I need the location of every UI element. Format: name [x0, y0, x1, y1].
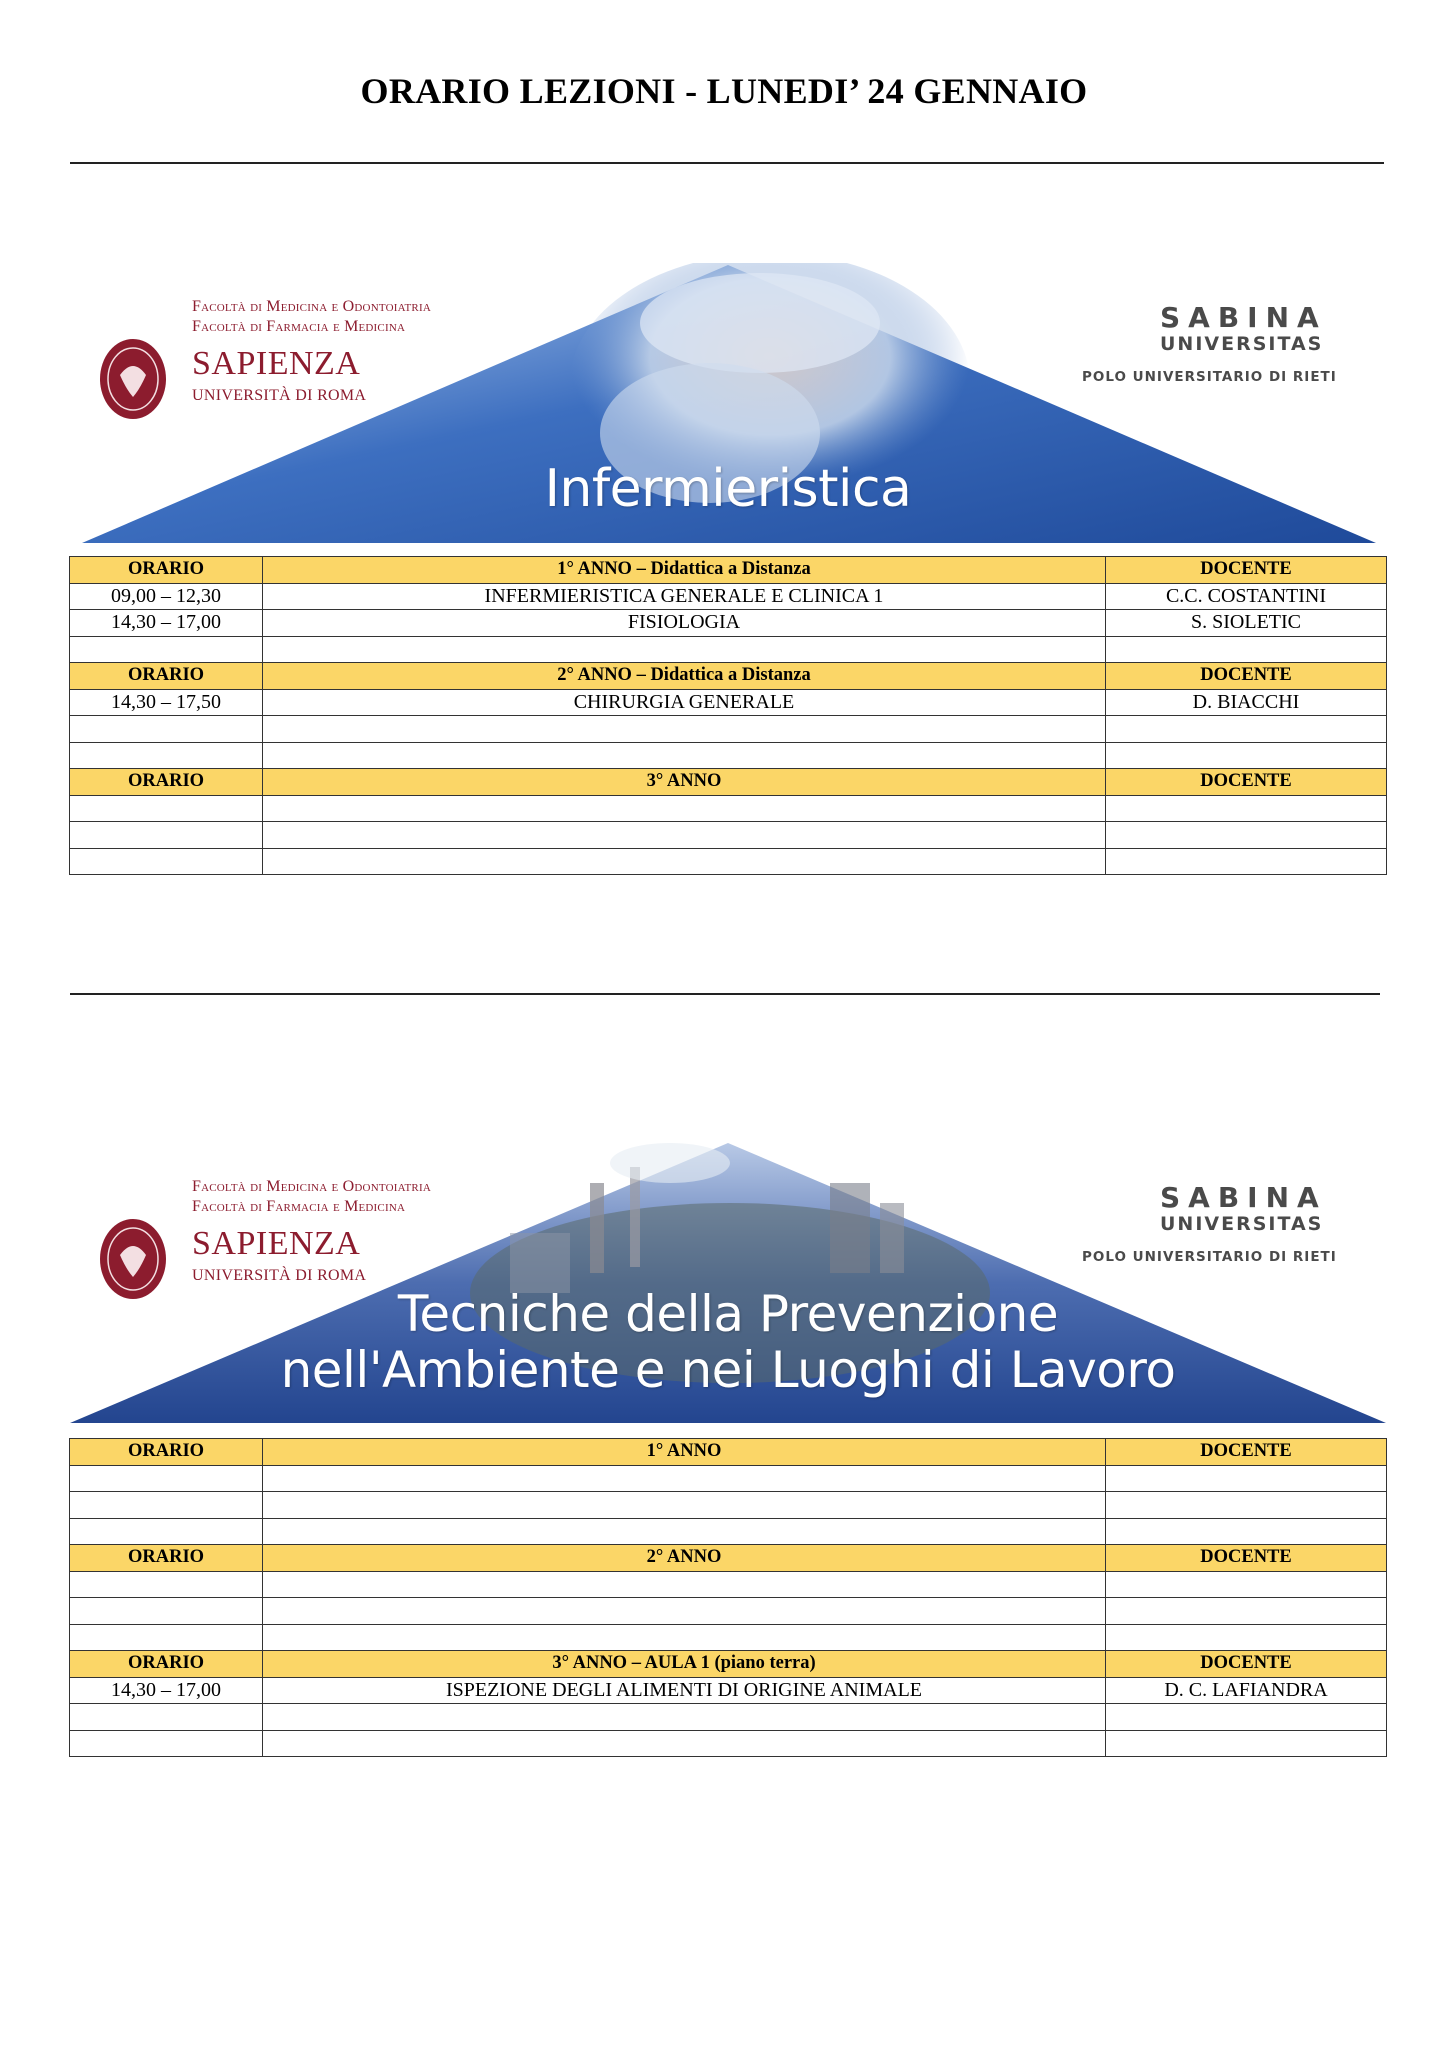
faculty-line-1: Facoltà di Medicina e Odontoiatria: [192, 1178, 431, 1195]
row-time: [70, 822, 263, 849]
schedule-table-infermieristica: [69, 556, 1387, 875]
sabina-wordmark: SABINA: [1160, 301, 1327, 334]
row-time: [70, 1704, 263, 1731]
table-row: [70, 1518, 1387, 1545]
table-row: [70, 1677, 1387, 1704]
row-teacher: [1106, 1624, 1387, 1651]
row-time: [70, 1465, 263, 1492]
row-course: [263, 1571, 1106, 1598]
row-time: [70, 742, 263, 769]
sapienza-subtitle: UNIVERSITÀ DI ROMA: [192, 1267, 367, 1284]
banner-title-line-1: Tecniche della Prevenzione: [397, 1285, 1059, 1343]
header-time: ORARIO: [70, 663, 263, 690]
polo-subtitle: POLO UNIVERSITARIO DI RIETI: [1082, 369, 1337, 385]
row-teacher: D. C. LAFIANDRA: [1106, 1677, 1387, 1704]
row-teacher: [1106, 822, 1387, 849]
table-row: [70, 1704, 1387, 1731]
row-course: [263, 1518, 1106, 1545]
row-teacher: [1106, 1518, 1387, 1545]
sapienza-seal-icon: [100, 339, 166, 419]
row-teacher: C.C. COSTANTINI: [1106, 583, 1387, 610]
table-row: [70, 1571, 1387, 1598]
table-row: [70, 636, 1387, 663]
row-teacher: [1106, 716, 1387, 743]
faculty-line-2: Facoltà di Farmacia e Medicina: [192, 1198, 406, 1215]
header-course: 3° ANNO: [263, 769, 1106, 796]
row-time: 14,30 – 17,00: [70, 1677, 263, 1704]
header-course: 1° ANNO: [263, 1439, 1106, 1466]
row-course: [263, 795, 1106, 822]
table-row: [70, 1730, 1387, 1757]
table-row: [70, 795, 1387, 822]
row-teacher: [1106, 795, 1387, 822]
row-teacher: [1106, 1730, 1387, 1757]
sabina-logo: [1068, 1177, 1368, 1287]
row-course: CHIRURGIA GENERALE: [263, 689, 1106, 716]
row-course: [263, 636, 1106, 663]
universitas-wordmark: UNIVERSITAS: [1160, 333, 1324, 355]
row-course: INFERMIERISTICA GENERALE E CLINICA 1: [263, 583, 1106, 610]
top-divider: [70, 162, 1384, 164]
table-row: [70, 1624, 1387, 1651]
table-header-row: [70, 769, 1387, 796]
table-header-row: [70, 1439, 1387, 1466]
table-row: [70, 848, 1387, 875]
row-time: [70, 1518, 263, 1545]
sapienza-wordmark: SAPIENZA: [192, 345, 361, 382]
row-time: [70, 636, 263, 663]
row-time: [70, 1598, 263, 1625]
header-course: 3° ANNO – AULA 1 (piano terra): [263, 1651, 1106, 1678]
row-course: [263, 1598, 1106, 1625]
table-row: [70, 716, 1387, 743]
banner-infermieristica: [70, 263, 1386, 543]
row-course: [263, 1465, 1106, 1492]
row-course: [263, 1492, 1106, 1519]
row-time: 09,00 – 12,30: [70, 583, 263, 610]
header-teacher: DOCENTE: [1106, 557, 1387, 584]
banner-title-line-2: nell'Ambiente e nei Luoghi di Lavoro: [280, 1341, 1176, 1399]
schedule-table-tecniche-prevenzione: [69, 1438, 1387, 1757]
row-teacher: [1106, 1571, 1387, 1598]
header-course: 2° ANNO – Didattica a Distanza: [263, 663, 1106, 690]
header-time: ORARIO: [70, 557, 263, 584]
page-title: ORARIO LEZIONI - LUNEDI’ 24 GENNAIO: [360, 71, 1088, 111]
row-teacher: S. SIOLETIC: [1106, 610, 1387, 637]
table-header-row: [70, 557, 1387, 584]
header-teacher: DOCENTE: [1106, 1651, 1387, 1678]
row-teacher: [1106, 1492, 1387, 1519]
row-course: [263, 1704, 1106, 1731]
row-time: [70, 1571, 263, 1598]
header-time: ORARIO: [70, 769, 263, 796]
row-course: [263, 716, 1106, 743]
row-course: ISPEZIONE DEGLI ALIMENTI DI ORIGINE ANIMALE: [263, 1677, 1106, 1704]
table-row: [70, 689, 1387, 716]
faculty-line-2: Facoltà di Farmacia e Medicina: [192, 318, 406, 335]
row-course: [263, 848, 1106, 875]
header-course: 2° ANNO: [263, 1545, 1106, 1572]
row-course: [263, 1730, 1106, 1757]
header-teacher: DOCENTE: [1106, 1439, 1387, 1466]
table-row: [70, 1598, 1387, 1625]
row-teacher: [1106, 1465, 1387, 1492]
row-teacher: [1106, 848, 1387, 875]
table-header-row: [70, 1651, 1387, 1678]
sabina-wordmark: SABINA: [1160, 1181, 1327, 1214]
table-row: [70, 610, 1387, 637]
row-time: [70, 848, 263, 875]
table-row: [70, 822, 1387, 849]
row-time: [70, 716, 263, 743]
row-teacher: [1106, 742, 1387, 769]
row-time: 14,30 – 17,00: [70, 610, 263, 637]
row-course: [263, 822, 1106, 849]
row-time: [70, 1492, 263, 1519]
banner-title: Infermieristica: [544, 459, 912, 519]
row-time: [70, 1730, 263, 1757]
header-time: ORARIO: [70, 1439, 263, 1466]
row-course: [263, 1624, 1106, 1651]
sabina-logo: [1068, 297, 1368, 407]
faculty-line-1: Facoltà di Medicina e Odontoiatria: [192, 298, 431, 315]
sapienza-subtitle: UNIVERSITÀ DI ROMA: [192, 387, 367, 404]
middle-divider: [70, 993, 1380, 995]
sapienza-wordmark: SAPIENZA: [192, 1225, 361, 1262]
table-row: [70, 1492, 1387, 1519]
header-course: 1° ANNO – Didattica a Distanza: [263, 557, 1106, 584]
row-teacher: D. BIACCHI: [1106, 689, 1387, 716]
row-teacher: [1106, 1598, 1387, 1625]
row-time: [70, 1624, 263, 1651]
header-time: ORARIO: [70, 1545, 263, 1572]
polo-subtitle: POLO UNIVERSITARIO DI RIETI: [1082, 1249, 1337, 1265]
row-teacher: [1106, 1704, 1387, 1731]
header-teacher: DOCENTE: [1106, 1545, 1387, 1572]
table-row: [70, 1465, 1387, 1492]
table-row: [70, 742, 1387, 769]
table-header-row: [70, 663, 1387, 690]
table-row: [70, 583, 1387, 610]
sapienza-logo: [100, 283, 520, 433]
header-time: ORARIO: [70, 1651, 263, 1678]
banner-tecniche-prevenzione: [70, 1143, 1386, 1423]
universitas-wordmark: UNIVERSITAS: [1160, 1213, 1324, 1235]
row-time: 14,30 – 17,50: [70, 689, 263, 716]
row-course: [263, 742, 1106, 769]
row-teacher: [1106, 636, 1387, 663]
header-teacher: DOCENTE: [1106, 769, 1387, 796]
header-teacher: DOCENTE: [1106, 663, 1387, 690]
row-time: [70, 795, 263, 822]
row-course: FISIOLOGIA: [263, 610, 1106, 637]
table-header-row: [70, 1545, 1387, 1572]
